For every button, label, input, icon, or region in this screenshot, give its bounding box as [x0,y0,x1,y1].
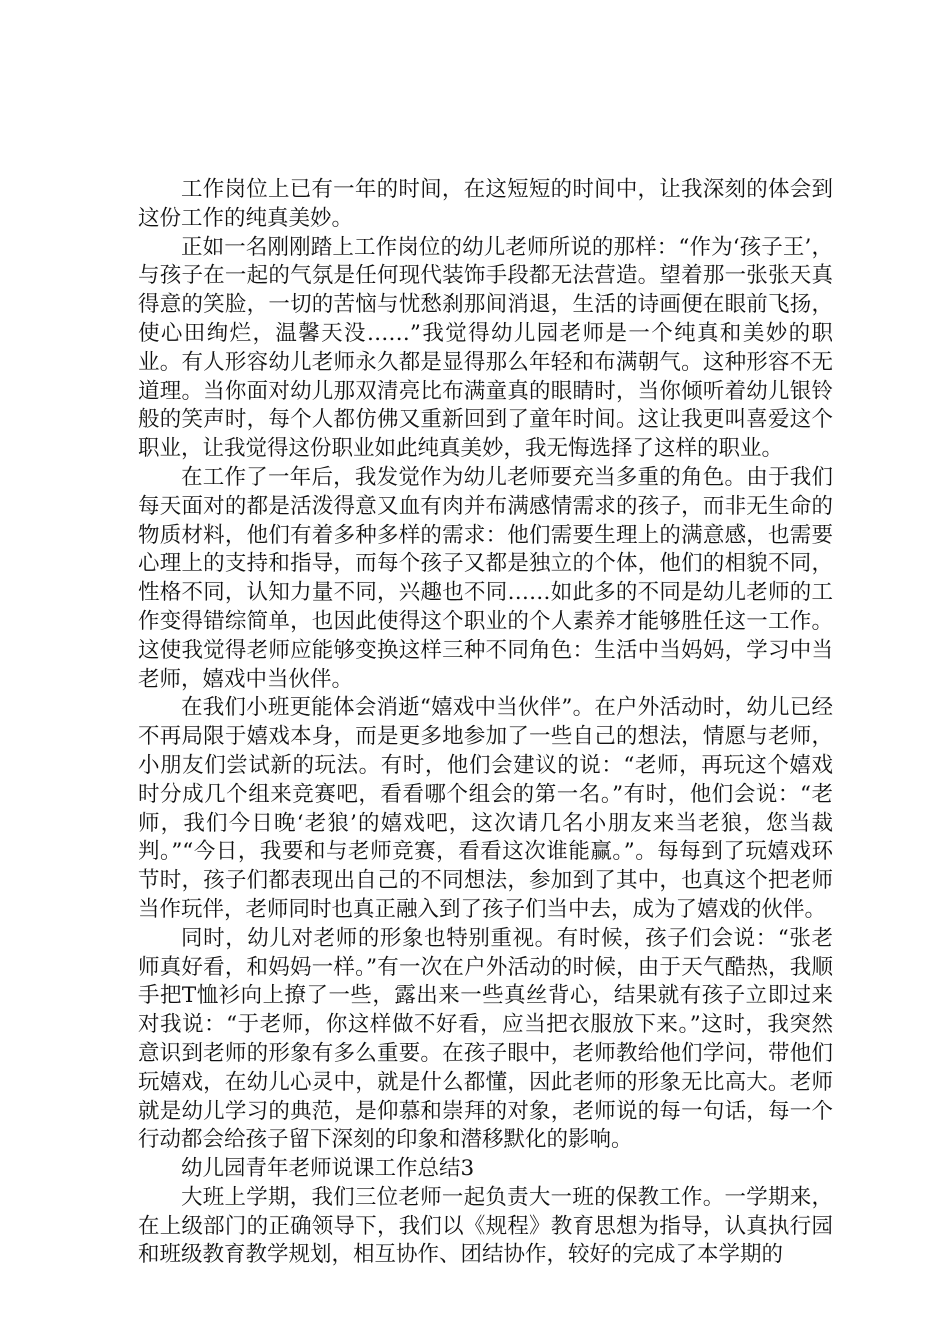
paragraph-intro: 工作岗位上已有一年的时间，在这短短的时间中，让我深刻的体会到这份工作的纯真美妙。 [138,177,833,231]
section-heading: 幼儿园青年老师说课工作总结3 [181,1156,475,1182]
paragraph-play-partner: 在我们小班更能体会消逝“嬉戏中当伙伴”。在户外活动时，幼儿已经不再局限于嬉戏本身，而是更多地参加了一些自己的想法，情愿与老师，小朋友们尝试新的玩法。有时，他们会建议的说：“老师，再玩这个嬉戏时分成几个组来竞赛吧，看看哪个组会的第一名。”有时，他们会说：“老师，我们今日晚‘老狼’的嬉戏吧，这次请几名小朋友来当老狼，您当裁判。”“今日，我要和与老师竞赛，看看这次谁能赢。”。每每到了玩嬉戏环节时，孩子们都表现出自己的不同想法，参加到了其中，也真这个把老师当作玩伴，老师同时也真正融入到了孩子们当中去，成为了嬉戏的伙伴。 [138,695,833,922]
paragraph-teacher-quote: 正如一名刚刚踏上工作岗位的幼儿老师所说的那样：“作为‘孩子王’，与孩子在一起的气氛是任何现代装饰手段都无法营造。望着那一张张天真得意的笑脸，一切的苦恼与忧愁刹那间消退，生活的诗画便在眼前飞扬，使心田绚烂，温馨天没……”我觉得幼儿园老师是一个纯真和美妙的职业。有人形容幼儿老师永久都是显得那么年轻和布满朝气。这种形容不无道理。当你面对幼儿那双清亮比布满童真的眼睛时，当你倾听着幼儿银铃般的笑声时，每个人都仿佛又重新回到了童年时间。这让我更叫喜爱这个职业，让我觉得这份职业如此纯真美妙，我无悔选择了这样的职业。 [138,234,833,462]
paragraph-semester-summary: 大班上学期，我们三位老师一起负责大一班的保教工作。一学期来，在上级部门的正确领导下，我们以《规程》教育思想为指导，认真执行园和班级教育教学规划，相互协作、团结协作，较好的完成了本学期的 [138,1184,833,1268]
document-body [138,176,833,1270]
paragraph-multiple-roles: 在工作了一年后，我发觉作为幼儿老师要充当多重的角色。由于我们每天面对的都是活泼得意又血有肉并布满感情需求的孩子，而非无生命的物质材料，他们有着多种多样的需求：他们需要生理上的满意感，也需要心理上的支持和指导，而每个孩子又都是独立的个体，他们的相貌不同，性格不同，认知力量不同，兴趣也不同……如此多的不同是幼儿老师的工作变得错综简单，也因此使得这个职业的个人素养才能够胜任这一工作。这使我觉得老师应能够变换这样三种不同角色：生活中当妈妈，学习中当老师，嬉戏中当伙伴。 [138,464,833,692]
paragraph-teacher-image: 同时，幼儿对老师的形象也特别重视。有时候，孩子们会说：“张老师真好看，和妈妈一样。”有一次在户外活动的时候，由于天气酷热，我顺手把T恤衫向上撩了一些，露出来一些真丝背心，结果就有孩子立即过来对我说：“于老师，你这样做不好看，应当把衣服放下来。”这时，我突然意识到老师的形象有多么重要。在孩子眼中，老师教给他们学问，带他们玩嬉戏，在幼儿心灵中，就是什么都懂，因此老师的形象无比高大。老师就是幼儿学习的典范，是仰慕和崇拜的对象，老师说的每一句话，每一个行动都会给孩子留下深刻的印象和潜移默化的影响。 [138,925,833,1153]
